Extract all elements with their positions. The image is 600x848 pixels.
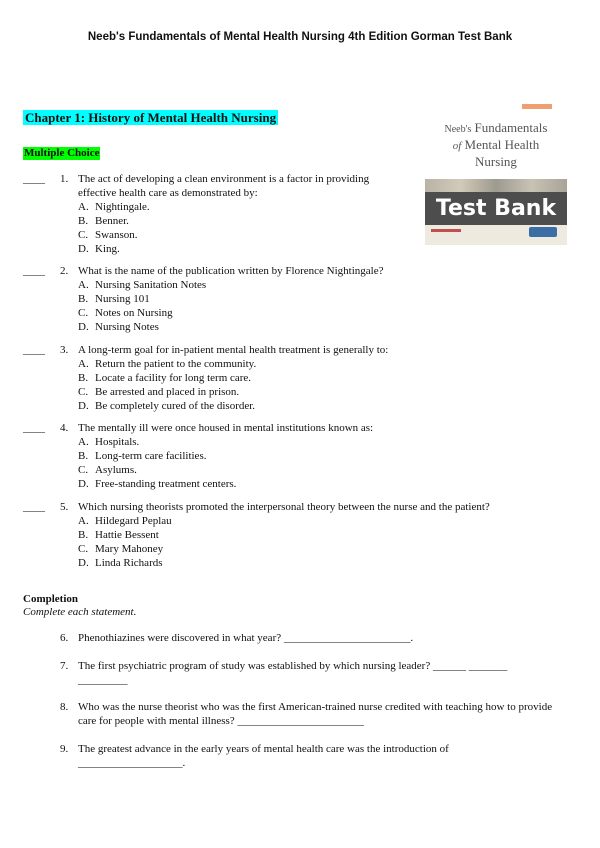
completion-stem[interactable]: Who was the nurse theorist who was the first American-trained nurse credited with teaching how to provide care for people with mental illness? _______________________ [78,701,553,727]
answer-blank[interactable]: ____ [23,501,45,513]
question-stem: Which nursing theorists promoted the interpersonal theory between the nurse and the patient? [78,501,490,513]
cover-accent-bar [522,104,552,109]
question-number: 1. [60,173,69,185]
question-stem: The mentally ill were once housed in mental institutions known as: [78,422,374,434]
cover-footer [425,225,567,245]
publisher-logo [529,227,557,237]
question-number: 3. [60,344,69,356]
completion-stem[interactable]: Phenothiazines were discovered in what year? _______________________. [78,632,414,644]
completion-instruction: Complete each statement. [23,606,137,618]
question-number: 8. [60,701,69,713]
answer-blank[interactable]: ____ [23,422,45,434]
question-number: 5. [60,501,69,513]
answer-blank[interactable]: ____ [23,344,45,356]
question-stem: The act of developing a clean environment is a factor in providing effective health care as demonstrated by: [78,173,370,199]
test-bank-watermark: Test Bank [425,192,567,225]
completion-stem[interactable]: The first psychiatric program of study was established by which nursing leader? ______ _______ _________ [78,660,508,686]
section-completion-title: Completion [23,593,78,605]
question-stem: What is the name of the publication written by Florence Nightingale? [78,265,384,277]
document-header: Neeb's Fundamentals of Mental Health Nursing 4th Edition Gorman Test Bank [87,31,513,43]
question-number: 9. [60,743,69,755]
section-multiple-choice-title: Multiple Choice [24,147,100,159]
answer-blank[interactable]: ____ [23,173,45,185]
question-number: 7. [60,660,69,672]
question-stem: A long-term goal for in-patient mental health treatment is generally to: [78,344,389,356]
answer-blank[interactable]: ____ [23,265,45,277]
cover-title: Neeb's Fundamentals of Mental Health Nursing [444,120,548,169]
chapter-title: Chapter 1: History of Mental Health Nursing [25,110,277,125]
author-line [431,229,461,232]
question-number: 6. [60,632,69,644]
book-cover-image [425,104,567,246]
question-number: 2. [60,265,69,277]
question-number: 4. [60,422,69,434]
completion-stem[interactable]: The greatest advance in the early years of mental health care was the introduction of ___________________. [78,743,449,769]
